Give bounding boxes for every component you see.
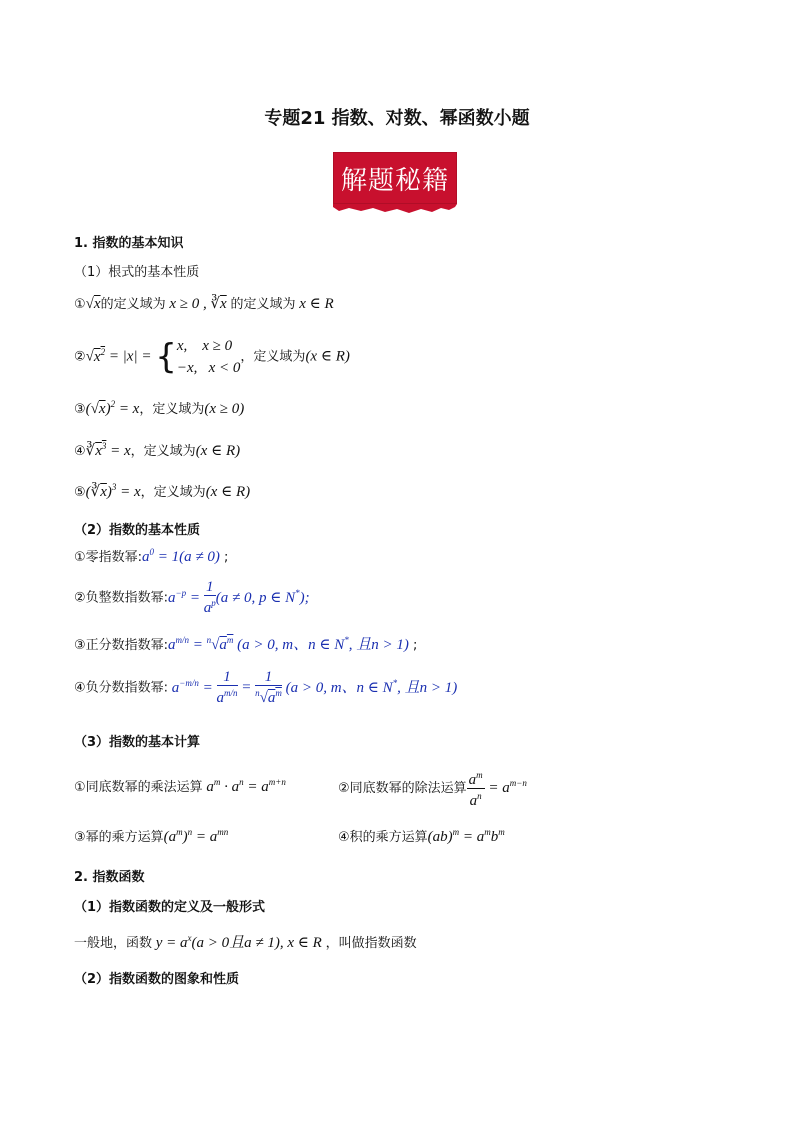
stamp-fringe-decoration (333, 204, 457, 214)
rule-text: ②负整数指数幂: (74, 590, 169, 606)
rule-text: ①同底数幂的乘法运算 (74, 780, 203, 795)
exponent-rule-positive-fraction: ③正分数指数幂$:a^{m/n} = ^n√a^m$ (a > 0, m、n ∈ N*, 且n > 1) ; (74, 635, 418, 653)
exponent-rule-negative-fraction: ④负分数指数幂: $a^{-m/n}$ = $\frac{1}{a^{m/n}}$ = $\frac{1}{^n√a^m}$ (a > 0, m、n ∈ N*, 且n > 1) (74, 669, 458, 706)
section-heading-1: 1. 指数的基本知识 (74, 236, 184, 251)
calc-rule-divide: ②同底数幂的除法运算 $\frac{a^m}{a^n}$ = $a^{m-n}$ (338, 770, 527, 809)
rule-number: ① (74, 297, 86, 312)
rule-text: ，叫做指数函数 (325, 936, 417, 951)
subheading-exponent-calculation: （3）指数的基本计算 (74, 735, 201, 750)
calc-rule-power-of-product: ④积的乘方运算$(ab)^m = a^mb^m$ (338, 827, 505, 845)
subheading-exp-function-definition: （1）指数函数的定义及一般形式 (74, 900, 266, 915)
calc-rule-multiply: ①同底数幂的乘法运算 $a^m \cdot a^n = a^{m+n}$ (74, 777, 286, 795)
rule-text: ③正分数指数幂: (74, 638, 169, 653)
rule-text: ③幂的乘方运算 (74, 830, 164, 845)
radical-rule-4: $④∛x^3 = x$，定义域为(x ∈ R) (74, 441, 241, 459)
rule-number: ④ (74, 444, 86, 459)
radical-rule-3: $③(√x)^2 = x$，定义域为(x ≥ 0) (74, 399, 245, 417)
subheading-radical-properties: （1）根式的基本性质 (74, 265, 200, 280)
rule-text: ，定义域为 (140, 485, 206, 500)
rule-number: ⑤ (74, 485, 86, 500)
exp-function-definition: 一般地，函数 $y = a^x(a > 0$且a ≠ 1), x ∈ R ，叫做指数函数 (74, 933, 417, 951)
section-heading-2: 2. 指数函数 (74, 870, 145, 885)
radical-rule-1: ①√x的定义域为 x ≥ 0 , $∛\overline{x}$ 的定义域为 x ∈ R (74, 296, 334, 312)
exponent-rule-zero: ①零指数幂$:a^0 = 1(a \ne 0)$ ; (74, 547, 229, 565)
radical-rule-5: $⑤(∛\overline{x})^3 = x$，定义域为(x ∈ R) (74, 482, 251, 500)
section-stamp: 解题秘籍 (333, 152, 457, 204)
rule-text: ，定义域为 (240, 349, 306, 365)
exponent-rule-negative-integer: ②负整数指数幂$:a^{-p}$ = $\frac{1}{a^p}$ (a ≠ 0, p ∈ N*); (74, 579, 310, 616)
rule-text: 的定义域为 (100, 297, 166, 312)
rule-text: ④负分数指数幂: (74, 680, 169, 696)
rule-text: 的定义域为 (230, 297, 296, 312)
calc-rule-power-of-power: ③幂的乘方运算$(a^m)^n = a^{mn}$ (74, 827, 229, 845)
rule-text: ①零指数幂: (74, 550, 143, 565)
rule-number: ③ (74, 402, 86, 417)
subheading-exponent-properties: （2）指数的基本性质 (74, 523, 201, 538)
rule-text: ，定义域为 (139, 402, 205, 417)
rule-text: ，定义域为 (130, 444, 196, 459)
subheading-exp-function-graph: （2）指数函数的图象和性质 (74, 972, 240, 987)
rule-text: ④积的乘方运算 (338, 830, 428, 845)
rule-text: 一般地，函数 (74, 936, 153, 951)
page-title: 专题21 指数、对数、幂函数小题 (264, 108, 530, 129)
rule-number: ② (74, 349, 86, 365)
rule-text: ②同底数幂的除法运算 (338, 781, 467, 796)
radical-rule-2: $②√x^2 = |x|$ = { x, x ≥ 0 −x, x < 0 ，定义域为(x ∈ R) (74, 337, 350, 377)
